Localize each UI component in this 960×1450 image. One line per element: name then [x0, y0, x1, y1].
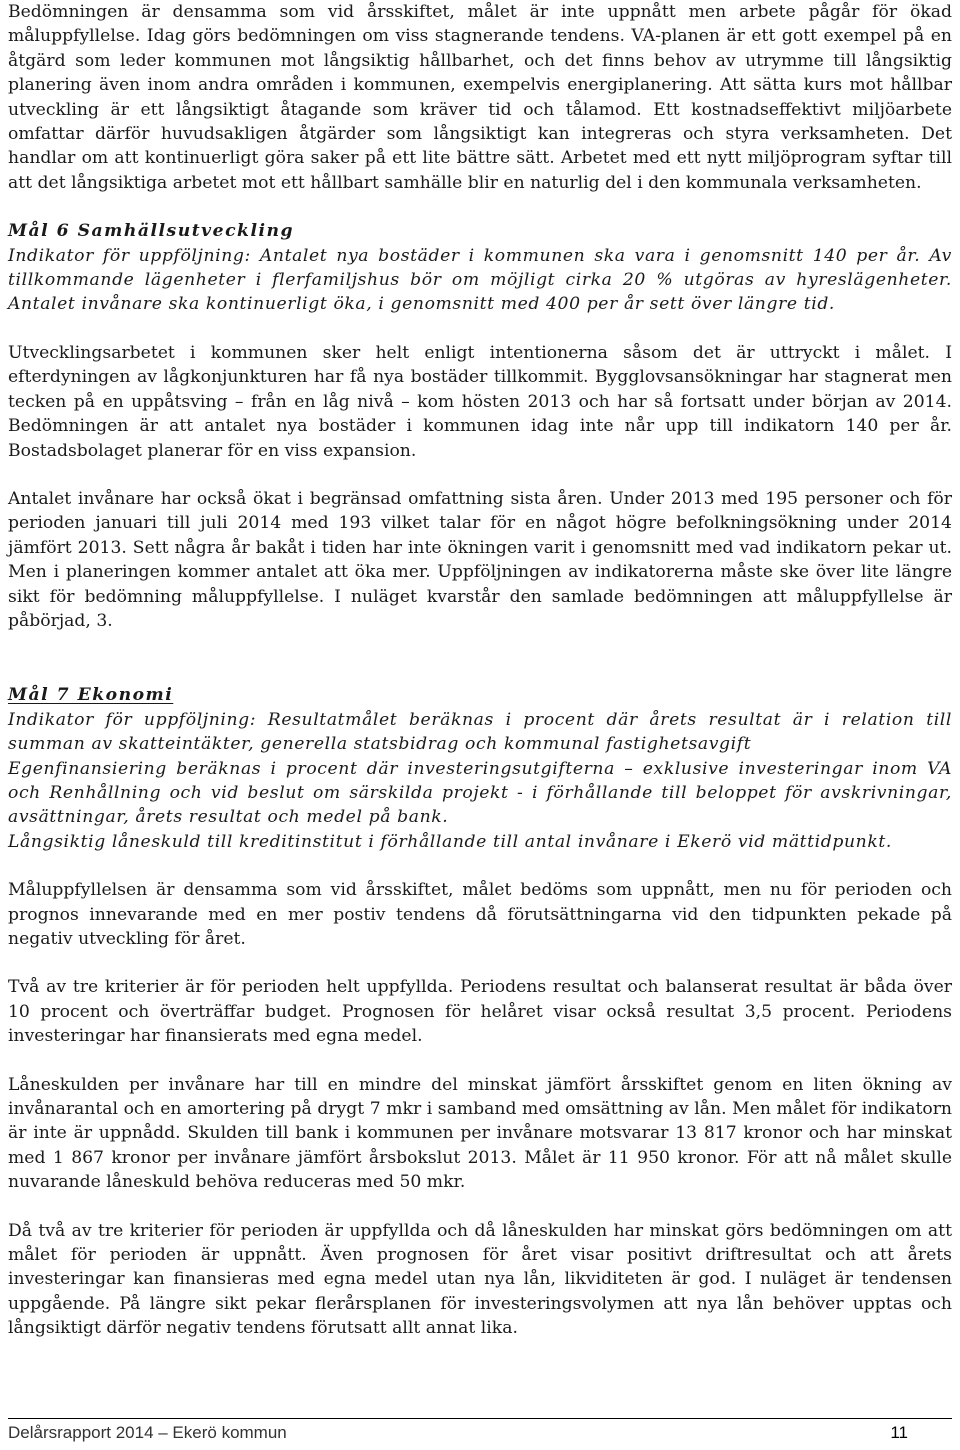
footer-report-title: Delårsrapport 2014 – Ekerö kommun — [8, 1423, 287, 1442]
goal7-heading: Mål 7 Ekonomi — [8, 685, 174, 706]
goal7-paragraph-4: Då två av tre kriterier för perioden är uppfyllda och då låneskulden har minskat görs bedömningen om att målet för perioden är uppnått. Även prognosen för året visar positivt driftresultat och att årets investeringar kan finansieras med egna medel utan nya lån, likviditeten är god. I nuläget är tendensen uppgående. På längre sikt pekar flerårsplanen för investeringsvolymen att nya lån behöver upptas och långsiktigt därför negativ tendens förutsatt allt annat lika. — [8, 1220, 952, 1339]
goal6-paragraph-2: Antalet invånare har också ökat i begränsad omfattning sista åren. Under 2013 med 195 personer och för perioden januari till juli 2014 med 193 vilket talar för en något högre befolkningsökning under 2014 jämfört 2013. Sett några år bakåt i tiden har inte ökningen varit i genomsnitt med vad indikatorn pekar ut. Men i planeringen kommer antalet att öka mer. Uppföljningen av indikatorerna måste ske över lite längre sikt för bedömning måluppfyllelse. I nuläget kvarstår den samlade bedömningen att måluppfyllelse är påbörjad, 3. — [8, 488, 952, 631]
goal7-indicator-line-3: Långsiktig låneskuld till kreditinstitut i förhållande till antal invånare i Ekerö vid mättidpunkt. — [8, 831, 892, 852]
goal7-indicator-line-1: Indikator för uppföljning: Resultatmålet beräknas i procent där årets resultat är i relation till summan av skatteintäkter, generella statsbidrag och kommunal fastighetsavgift — [8, 709, 952, 755]
goal7-paragraph-2: Två av tre kriterier är för perioden helt uppfyllda. Periodens resultat och balanserat resultat är båda över 10 procent och överträffar budget. Prognosen för helåret visar också resultat 3,5 procent. Periodens investeringar har finansierats med egna medel. — [8, 977, 952, 1047]
footer-page-number: 11 — [890, 1423, 908, 1442]
goal7-paragraph-3: Låneskulden per invånare har till en mindre del minskat jämfört årsskiftet genom en liten ökning av invånarantal och en amortering på drygt 7 mkr i samband med omsättning av lån. Men målet för indikatorn är inte är uppnådd. Skulden till bank i kommunen per invånare motsvarar 13 817 kronor och har minskat med 1 867 kronor per invånare jämfört årsbokslut 2013. Målet är 11 950 kronor. För att nå målet skulle nuvarande låneskuld behöva reduceras med 50 mkr. — [8, 1074, 952, 1193]
intro-paragraph: Bedömningen är densamma som vid årsskiftet, målet är inte uppnått men arbete pågår för ökad måluppfyllelse. Idag görs bedömningen om viss stagnerande tendens. VA-planen är ett gott exempel på en åtgärd som leder kommunen mot långsiktig hållbarhet, och det finns behov av utrymme till långsiktig planering även inom andra områden i kommunen, exempelvis energiplanering. Att sätta kurs mot hållbar utveckling är ett långsiktigt åtagande som kräver tid och tålamod. Ett kostnadseffektivt miljöarbete omfattar därför huvudsakligen åtgärder som långsiktigt kan integreras och styra verksamheten. Det handlar om att kontinuerligt göra saker på ett lite bättre sätt. Arbetet med ett nytt miljöprogram syftar till att det långsiktiga arbetet mot ett hållbart samhälle blir en naturlig del i den kommunala verksamheten. — [8, 2, 952, 193]
goal6-paragraph-1: Utvecklingsarbetet i kommunen sker helt enligt intentionerna såsom det är uttryckt i målet. I efterdyningen av lågkonjunkturen har få nya bostäder tillkommit. Bygglovsansökningar har stagnerat men tecken på en uppåtsving – från en låg nivå – kom hösten 2013 och har så fortsatt under början av 2014. Bedömningen är att antalet nya bostäder i kommunen idag inte når upp till indikatorn 140 per år. Bostadsbolaget planerar för en viss expansion. — [8, 342, 952, 461]
goal6-heading: Mål 6 Samhällsutveckling — [8, 221, 295, 242]
document-page — [8, 0, 952, 1341]
goal7-indicator-line-2: Egenfinansiering beräknas i procent där investeringsutgifterna – exklusive investeringar inom VA och Renhållning och vid beslut om särskilda projekt - i förhållande till beloppet för avskrivningar, avsättningar, årets resultat och medel på bank. — [8, 758, 952, 828]
page-footer — [8, 1418, 952, 1443]
goal7-paragraph-1: Måluppfyllelsen är densamma som vid årsskiftet, målet bedöms som uppnått, men nu för perioden och prognos innevarande med en mer postiv tendens då förutsättningarna vid den tidpunkten pekade på negativ utveckling för året. — [8, 880, 952, 949]
goal6-indicator: Indikator för uppföljning: Antalet nya bostäder i kommunen ska vara i genomsnitt 140 per år. Av tillkommande lägenheter i flerfamiljshus bör om möjligt cirka 20 % utgöras av hyreslägenheter. Antalet invånare ska kontinuerligt öka, i genomsnitt med 400 per år sett över längre tid. — [8, 245, 952, 315]
